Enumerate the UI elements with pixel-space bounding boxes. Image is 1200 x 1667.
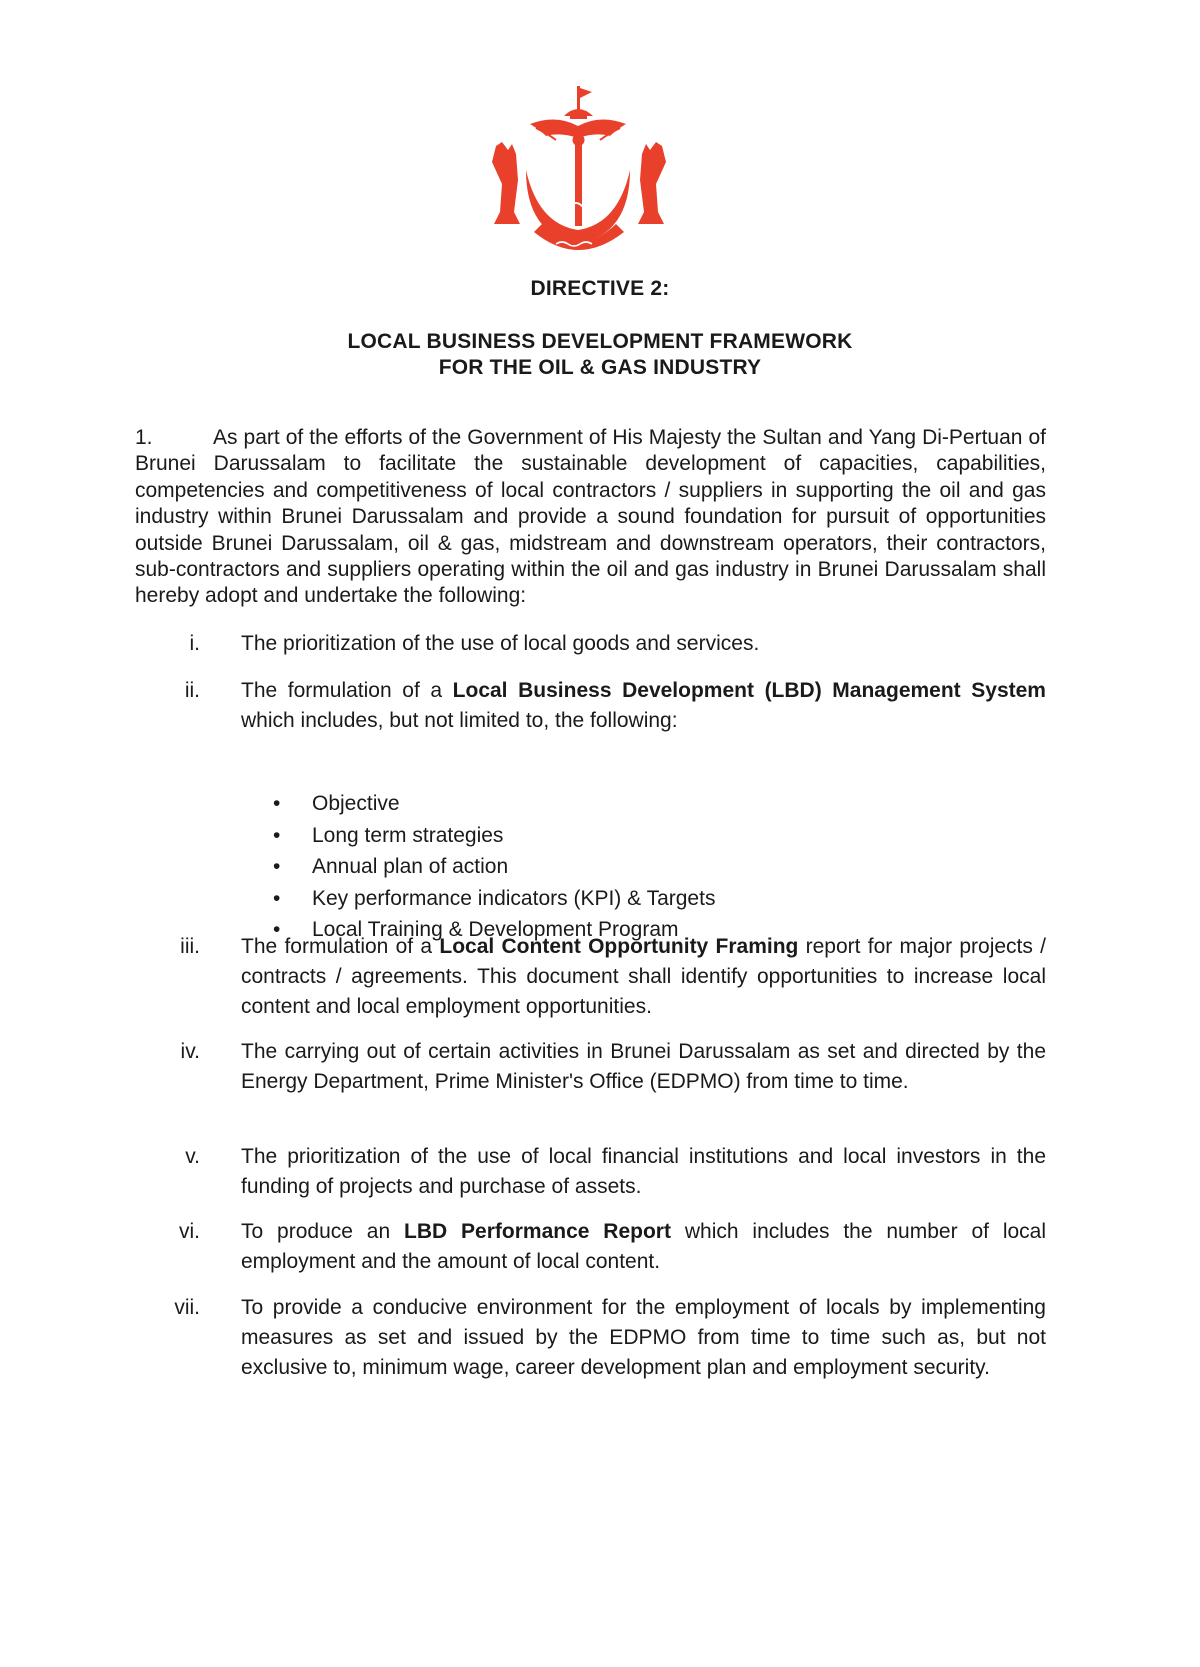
item-text [241,1217,1046,1277]
bullet-list [270,788,715,946]
item-text-post: which includes the number of local employment and the amount of local content. [241,1220,1047,1273]
paragraph-number: 1. [135,426,153,449]
national-crest-icon [486,84,672,256]
item-text [241,676,1046,736]
item-text: The carrying out of certain activities in Brunei Darussalam as set and directed by the Energy Department, Prime Minister's Office (EDPMO) from time to time. [241,1040,1046,1093]
item-numeral: v. [185,1145,200,1168]
document-title [0,329,1200,381]
item-numeral: vii. [174,1296,200,1319]
item-numeral: ii. [184,679,200,702]
bullet-icon: • [273,823,281,847]
bullet-icon: • [273,918,281,942]
item-numeral: vi. [179,1220,200,1243]
list-item [270,788,715,820]
item-text-pre: The formulation of a [241,679,453,702]
item-numeral: iii. [180,935,200,958]
item-text: The prioritization of the use of local goods and services. [241,632,760,655]
paragraph-1 [135,425,1046,610]
list-item [270,851,715,883]
bullet-icon: • [273,792,281,815]
item-text-pre: The formulation of a [241,935,440,958]
directive-heading: DIRECTIVE 2: [530,277,670,300]
title-line-2: FOR THE OIL & GAS INDUSTRY [438,356,762,379]
item-text-bold: LBD Performance Report [404,1220,671,1243]
item-numeral: iv. [180,1040,200,1063]
title-line-1: LOCAL BUSINESS DEVELOPMENT FRAMEWORK [347,330,853,353]
item-text-bold: Local Business Development (LBD) Management System [452,679,1046,702]
item-text: To provide a conducive environment for the employment of locals by implementing measures as set and issued by the EDPMO from time to time such as, but not exclusive to, minimum wage, career development plan and employment security. [241,1296,1046,1379]
item-text-bold: Local Content Opportunity Framing [439,935,799,958]
item-text-post: which includes, but not limited to, the following: [241,709,678,732]
bullet-text: Annual plan of action [312,855,509,879]
item-text [241,932,1046,1022]
item-text-pre: To produce an [241,1220,405,1243]
list-item [270,820,715,852]
bullet-text: Long term strategies [312,823,504,847]
bullet-text: Key performance indicators (KPI) & Targets [312,886,716,910]
item-text: The prioritization of the use of local financial institutions and local investors in the funding of projects and purchase of assets. [241,1145,1046,1198]
paragraph-text: As part of the efforts of the Government of His Majesty the Sultan and Yang Di-Pertuan of Brunei Darussalam to facilitate the sustainable development of capacities, capabilities, competencies and competitiveness of local contractors / suppliers in supporting the oil and gas industry within Brunei Darussalam and provide a sound foundation for pursuit of opportunities outside Brunei Darussalam, oil & gas, midstream and downstream operators, their contractors, sub-contractors and suppliers operating within the oil and gas industry in Brunei Darussalam shall hereby adopt and undertake the following: [135,426,1046,608]
list-item [270,883,715,915]
bullet-icon: • [273,855,281,879]
bullet-text: Objective [312,792,400,815]
item-text-post: report for major projects / contracts / agreements. This document shall identify opportunities to increase local content and local employment opportunities. [241,935,1046,1018]
bullet-text: Local Training & Development Program [312,918,679,942]
item-numeral: i. [189,632,200,655]
bullet-icon: • [273,886,281,910]
